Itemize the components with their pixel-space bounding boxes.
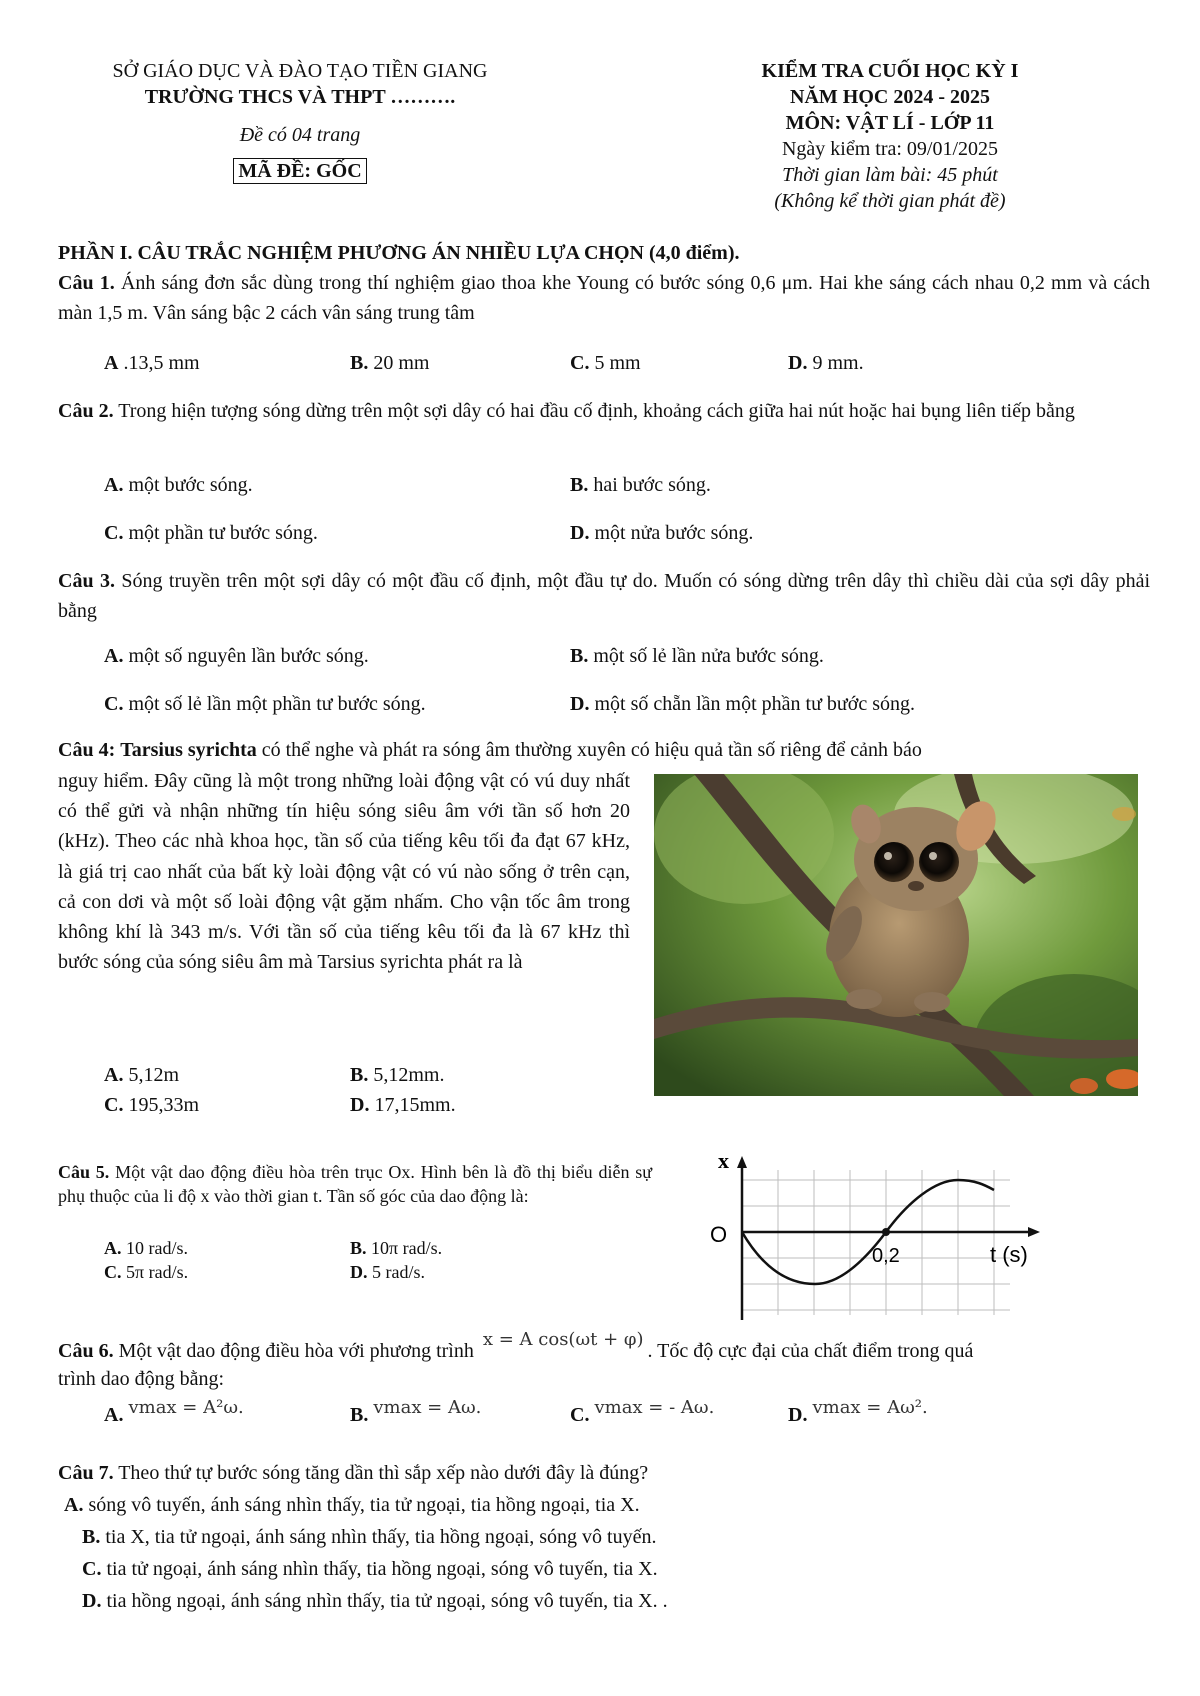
question-1 (58, 268, 1150, 328)
q5-option-d[interactable]: D. 5 rad/s. (350, 1262, 425, 1282)
question-3 (58, 566, 1150, 626)
section-title: PHẦN I. CÂU TRẮC NGHIỆM PHƯƠNG ÁN NHIỀU LỰA CHỌN (4,0 điểm). (58, 242, 740, 264)
question-2 (58, 396, 1150, 426)
question-3-label: Câu 3. (58, 570, 115, 592)
exam-code-box: MÃ ĐỀ: GỐC (233, 158, 366, 184)
header-left (40, 58, 560, 184)
q7-option-c[interactable]: C. tia tử ngoại, ánh sáng nhìn thấy, tia hồng ngoại, sóng vô tuyến, tia X. (82, 1558, 658, 1580)
q5-option-b[interactable]: B. 10π rad/s. (350, 1238, 443, 1258)
graph-y-label: x (718, 1150, 729, 1173)
exam-title: KIỂM TRA CUỐI HỌC KỲ I (761, 60, 1019, 82)
q6-option-b[interactable]: B. vmax = Aω. (350, 1397, 482, 1426)
department-name: SỞ GIÁO DỤC VÀ ĐÀO TẠO TIỀN GIANG (112, 60, 488, 82)
q5-option-a[interactable]: A. 10 rad/s. (104, 1238, 188, 1258)
duration-note: (Không kể thời gian phát đề) (774, 190, 1006, 212)
question-7: Câu 7. Theo thứ tự bước sóng tăng dần thì sắp xếp nào dưới đây là đúng? (58, 1462, 649, 1484)
graph-x-label: t (s) (990, 1242, 1028, 1267)
q2-option-c[interactable]: C. một phần tư bước sóng. (104, 522, 318, 544)
q3-option-d[interactable]: D. một số chẵn lần một phần tư bước sóng. (570, 693, 915, 715)
subject: MÔN: VẬT LÍ - LỚP 11 (785, 112, 995, 134)
question-6-line-1: Câu 6. Một vật dao động điều hòa với phương trình x = A cos(ωt + φ). Tốc độ cực đại của chất điểm trong quá (58, 1329, 974, 1362)
graph-grid (742, 1170, 1010, 1315)
question-6-line-2: trình dao động bằng: (58, 1368, 225, 1390)
q3-option-b[interactable]: B. một số lẻ lần nửa bước sóng. (570, 645, 824, 667)
q5-option-c[interactable]: C. 5π rad/s. (104, 1262, 189, 1282)
q1-option-d[interactable]: D. 9 mm. (788, 352, 864, 374)
page-count: Đề có 04 trang (239, 124, 361, 146)
q4-option-d[interactable]: D. 17,15mm. (350, 1094, 456, 1116)
q1-option-b[interactable]: B. 20 mm (350, 352, 430, 374)
graph-origin-label: O (710, 1222, 728, 1247)
q2-option-a[interactable]: A. một bước sóng. (104, 474, 253, 496)
tarsier-photo (654, 774, 1138, 1096)
q2-option-b[interactable]: B. hai bước sóng. (570, 474, 711, 496)
q7-option-a[interactable]: A. sóng vô tuyến, ánh sáng nhìn thấy, tia tử ngoại, tia hồng ngoại, tia X. (64, 1494, 640, 1516)
question-5-label: Câu 5. (58, 1162, 110, 1182)
question-5 (58, 1160, 652, 1208)
q5-displacement-graph (690, 1150, 1070, 1320)
school-year: NĂM HỌC 2024 - 2025 (790, 86, 990, 108)
graph-tick-label: 0,2 (872, 1245, 900, 1267)
q4-option-c[interactable]: C. 195,33m (104, 1094, 200, 1116)
q4-option-a[interactable]: A. 5,12m (104, 1064, 180, 1086)
school-name: TRƯỜNG THCS VÀ THPT ………. (144, 86, 456, 108)
q3-option-a[interactable]: A. một số nguyên lần bước sóng. (104, 645, 369, 667)
question-1-text: Ánh sáng đơn sắc dùng trong thí nghiệm giao thoa khe Young có bước sóng 0,6 μm. Hai khe sáng cách nhau 0,2 mm và cách màn 1,5 m. Vân sáng bậc 2 cách vân sáng trung tâm (58, 272, 1151, 324)
q7-option-b[interactable]: B. tia X, tia tử ngoại, ánh sáng nhìn thấy, tia hồng ngoại, sóng vô tuyến. (82, 1526, 657, 1548)
q6-option-c[interactable]: C. vmax = - Aω. (570, 1397, 715, 1426)
q3-option-c[interactable]: C. một số lẻ lần một phần tư bước sóng. (104, 693, 426, 715)
question-1-label: Câu 1. (58, 272, 115, 294)
question-4-text: nguy hiểm. Đây cũng là một trong những loài động vật có vú duy nhất có thể gửi và nhận những tín hiệu sóng siêu âm với tần số hơn 20 (kHz). Theo các nhà khoa học, tần số của tiếng kêu tối đa đạt 67 kHz, là giá trị cao nhất của bất kỳ loài động vật có vú nào sống ở trên cạn, cả con dơi và một số loài động vật gặm nhấm. Cho vận tốc âm trong không khí là 343 m/s. Với tần số của tiếng kêu tối đa là 67 kHz thì bước sóng của sóng siêu âm mà Tarsius syrichta phát ra là (58, 770, 630, 974)
question-5-text: Một vật dao động điều hòa trên trục Ox. Hình bên là đồ thị biểu diễn sự phụ thuộc của li độ x vào thời gian t. Tần số góc của dao động là: (58, 1162, 653, 1206)
question-2-label: Câu 2. (58, 400, 114, 422)
q1-option-c[interactable]: C. 5 mm (570, 352, 641, 374)
q6-equation: x = A cos(ωt + φ) (482, 1329, 644, 1350)
question-2-text: Trong hiện tượng sóng dừng trên một sợi dây có hai đầu cố định, khoảng cách giữa hai nút hoặc hai bụng liên tiếp bằng (118, 400, 1075, 422)
duration: Thời gian làm bài: 45 phút (782, 164, 998, 186)
q2-option-d[interactable]: D. một nửa bước sóng. (570, 522, 754, 544)
header-right (620, 58, 1160, 214)
question-3-text: Sóng truyền trên một sợi dây có một đầu cố định, một đầu tự do. Muốn có sóng dừng trên dây thì chiều dài của sợi dây phải bằng (58, 570, 1151, 622)
q6-option-d[interactable]: D. vmax = Aω². (788, 1397, 928, 1426)
q4-option-b[interactable]: B. 5,12mm. (350, 1064, 445, 1086)
q1-option-a[interactable]: A .13,5 mm (104, 352, 200, 374)
q6-option-a[interactable]: A. vmax = A²ω. (104, 1397, 244, 1426)
q7-option-d[interactable]: D. tia hồng ngoại, ánh sáng nhìn thấy, tia tử ngoại, sóng vô tuyến, tia X. . (82, 1590, 668, 1612)
exam-date: Ngày kiểm tra: 09/01/2025 (781, 138, 999, 160)
question-4-first-line: Câu 4: Tarsius syrichta có thể nghe và phát ra sóng âm thường xuyên có hiệu quả tần số riêng để cảnh báo (58, 739, 922, 761)
